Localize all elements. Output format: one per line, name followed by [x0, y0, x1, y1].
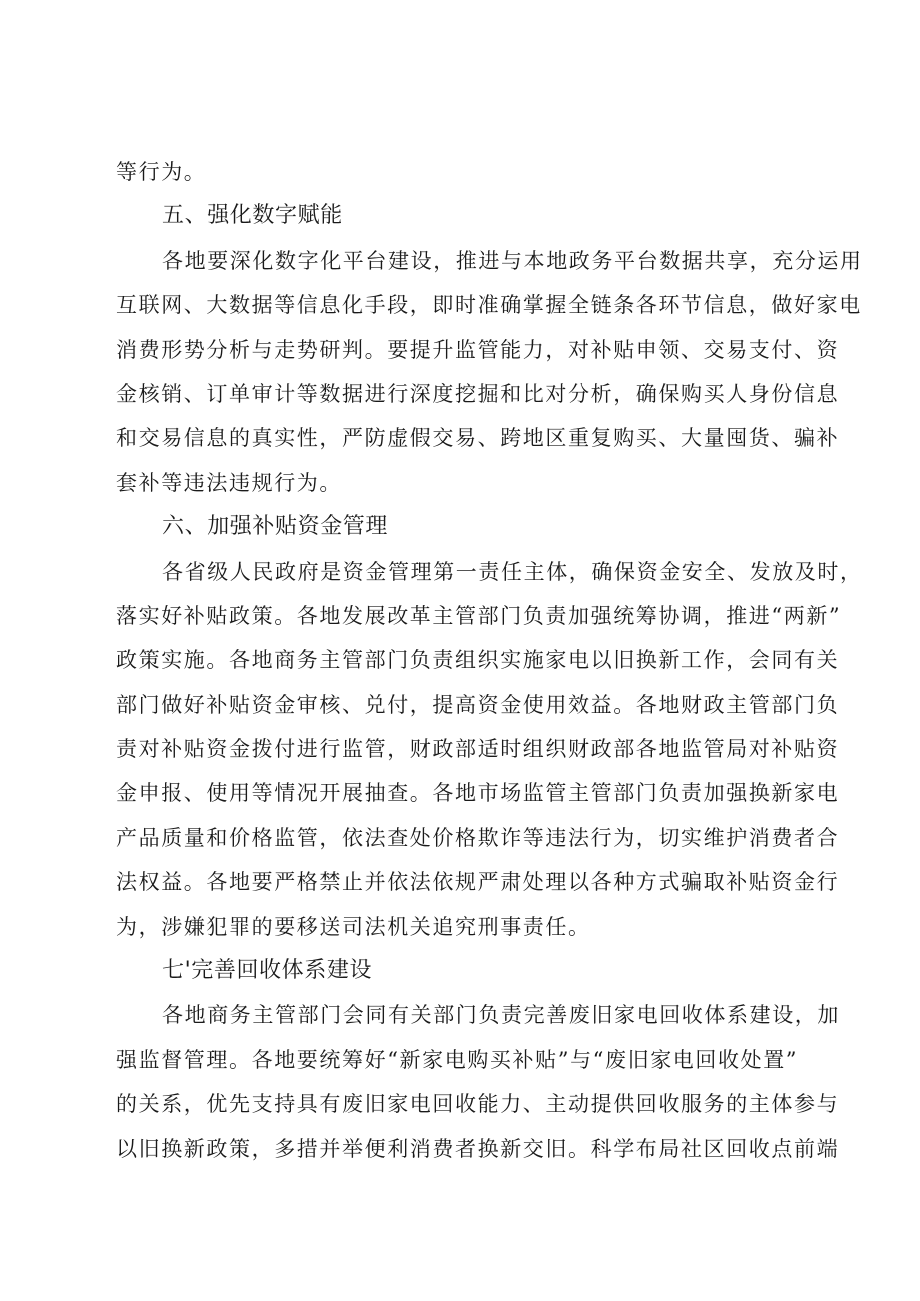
paragraph-line: 消费形势分析与走势研判。要提升监管能力，对补贴申领、交易支付、资: [116, 337, 840, 362]
paragraph-line: 各地要深化数字化平台建设，推进与本地政务平台数据共享，充分运用: [162, 248, 863, 273]
paragraph-line: 部门做好补贴资金审核、兑付，提高资金使用效益。各地财政主管部门负: [116, 692, 840, 717]
paragraph-line: 以旧换新政策，多措并举便利消费者换新交旧。科学布局社区回收点前端: [116, 1136, 840, 1161]
paragraph-line: 落实好补贴政策。各地发展改革主管部门负责加强统筹协调，推进“两新”: [116, 603, 842, 628]
section-heading-5: 五、强化数字赋能: [162, 203, 343, 229]
paragraph-line: 和交易信息的真实性，严防虚假交易、跨地区重复购买、大量囤货、骗补: [116, 426, 840, 451]
section-heading-7: 七'完善回收体系建设: [162, 958, 373, 984]
paragraph-line: 各地商务主管部门会同有关部门负责完善废旧家电回收体系建设，加: [162, 1003, 840, 1028]
paragraph-line: 法权益。各地要严格禁止并依法依规严肃处理以各种方式骗取补贴资金行: [116, 870, 840, 895]
paragraph-line: 套补等违法违规行为。: [116, 470, 342, 495]
section-heading-6: 六、加强补贴资金管理: [162, 514, 389, 540]
paragraph-line: 各省级人民政府是资金管理第一责任主体，确保资金安全、发放及时，: [162, 559, 863, 584]
paragraph-line: 的关系，优先支持具有废旧家电回收能力、主动提供回收服务的主体参与: [116, 1092, 840, 1117]
paragraph-line: 互联网、大数据等信息化手段，即时准确掌握全链条各环节信息，做好家电: [116, 293, 862, 318]
document-body: [116, 150, 863, 1171]
paragraph-line: 金核销、订单审计等数据进行深度挖掘和比对分析，确保购买人身份信息: [116, 381, 840, 406]
paragraph-line: 为，涉嫌犯罪的要移送司法机关追究刑事责任。: [116, 914, 591, 939]
paragraph-line: 责对补贴资金拨付进行监管，财政部适时组织财政部各地监管局对补贴资: [116, 737, 840, 762]
paragraph-line: 产品质量和价格监管，依法查处价格欺诈等违法行为，切实维护消费者合: [116, 825, 840, 850]
paragraph-line: 强监督管理。各地要统筹好“新家电购买补贴”与“废旧家电回收处置”: [116, 1047, 799, 1072]
paragraph-line: 政策实施。各地商务主管部门负责组织实施家电以旧换新工作，会同有关: [116, 648, 840, 673]
paragraph-line: 等行为。: [116, 160, 207, 184]
paragraph-line: 金申报、使用等情况开展抽查。各地市场监管主管部门负责加强换新家电: [116, 781, 840, 806]
